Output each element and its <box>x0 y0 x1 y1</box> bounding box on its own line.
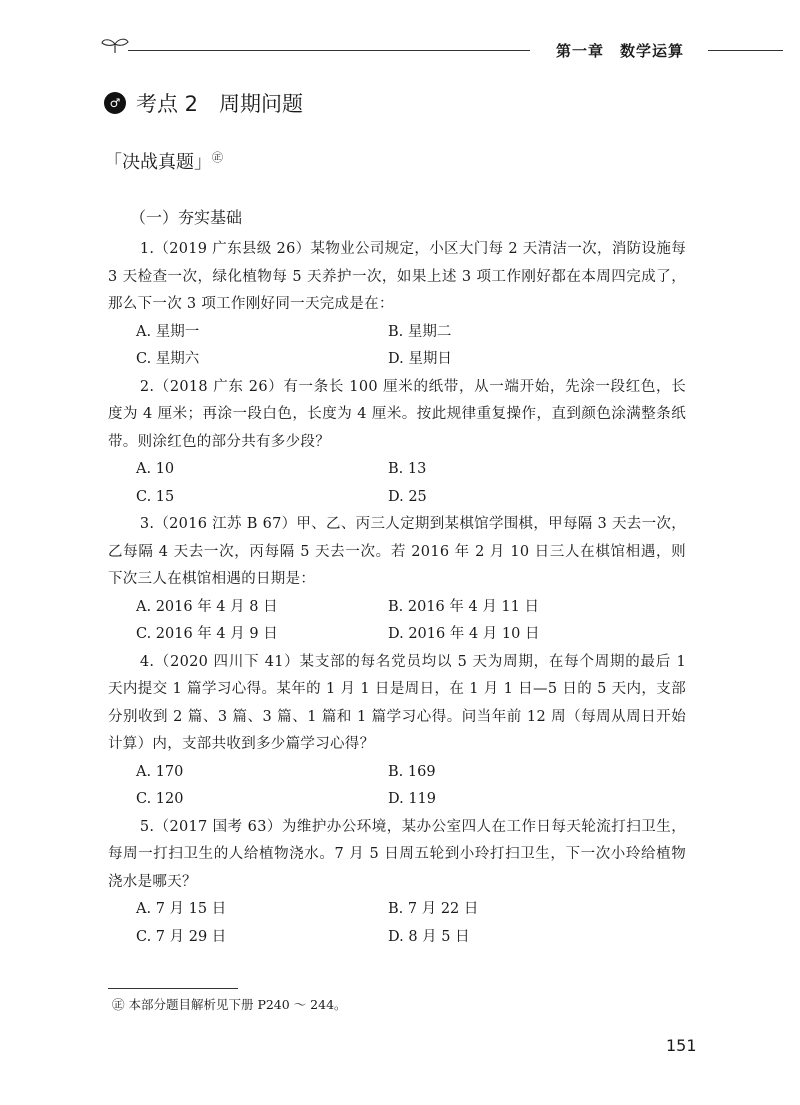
subsection-heading: （一）夯实基础 <box>130 208 243 227</box>
option-d: D. 119 <box>388 791 437 807</box>
kaodian-mark-icon: ♂ <box>104 92 126 114</box>
section-title: 「决战真题」 <box>104 152 212 173</box>
option-b: B. 169 <box>388 763 436 780</box>
question-4 <box>108 649 686 814</box>
question-text: 3.（2016 江苏 B 67）甲、乙、丙三人定期到某棋馆学围棋，甲每隔 3 天去一次，乙每隔 4 天去一次，丙每隔 5 天去一次。若 2016 年 2 月 10 日三人在棋馆相遇，则下次三人在棋馆相遇的日期是： <box>108 516 686 587</box>
page-number: 151 <box>666 1036 697 1055</box>
option-d: D. 25 <box>388 488 427 505</box>
question-5 <box>108 814 686 952</box>
option-d: D. 8 月 5 日 <box>388 928 470 945</box>
option-c: C. 星期六 <box>136 351 200 367</box>
options <box>108 319 686 374</box>
options <box>108 759 686 814</box>
options <box>108 456 686 511</box>
kaodian-title: 考点 2 周期问题 <box>136 92 304 116</box>
option-a: A. 7 月 15 日 <box>136 901 227 917</box>
section-heading <box>104 148 223 174</box>
option-c: C. 120 <box>136 791 184 807</box>
footnote-rule <box>108 988 238 989</box>
option-c: C. 15 <box>136 488 175 505</box>
option-b: B. 7 月 22 日 <box>388 901 479 917</box>
footnote: ㊣ 本部分题目解析见下册 P240 ～ 244。 <box>112 997 347 1012</box>
question-text: 2.（2018 广东 26）有一条长 100 厘米的纸带，从一端开始，先涂一段红色，长度为 4 厘米；再涂一段白色，长度为 4 厘米。按此规律重复操作，直到颜色涂满整条纸带。则涂红色的部分共有多少段？ <box>108 378 686 450</box>
option-b: B. 2016 年 4 月 11 日 <box>388 598 539 615</box>
header-rule-left <box>128 50 530 51</box>
question-1 <box>108 236 686 374</box>
option-a: A. 10 <box>136 461 175 477</box>
option-a: A. 星期一 <box>136 323 200 340</box>
question-text: 1.（2019 广东县级 26）某物业公司规定，小区大门每 2 天清洁一次，消防设施每 3 天检查一次，绿化植物每 5 天养护一次，如果上述 3 项工作刚好都在本周四完成了，那么下一次 3 项工作刚好同一天完成是在： <box>108 241 686 312</box>
option-b: B. 星期二 <box>388 323 452 340</box>
sprout-icon <box>100 36 130 54</box>
option-c: C. 7 月 29 日 <box>136 928 227 945</box>
kaodian-heading <box>104 88 303 118</box>
header-rule-right <box>708 50 783 51</box>
options <box>108 896 686 951</box>
option-a: A. 170 <box>136 763 184 780</box>
question-list <box>108 236 686 951</box>
options <box>108 594 686 649</box>
section-sup-mark: ㊣ <box>212 151 223 164</box>
question-text: 4.（2020 四川下 41）某支部的每名党员均以 5 天为周期，在每个周期的最后 1 天内提交 1 篇学习心得。某年的 1 月 1 日是周日，在 1 月 1 日—5 日的 5 天内，支部分别收到 2 篇、3 篇、3 篇、1 篇和 1 篇学习心得。问当年前 12 周（每周从周日开始计算）内，支部共收到多少篇学习心得？ <box>108 653 686 752</box>
question-text: 5.（2017 国考 63）为维护办公环境，某办公室四人在工作日每天轮流打扫卫生，每周一打扫卫生的人给植物浇水。7 月 5 日周五轮到小玲打扫卫生，下一次小玲给植物浇水是哪天？ <box>108 818 686 890</box>
option-d: D. 星期日 <box>388 351 452 367</box>
question-2 <box>108 374 686 512</box>
option-c: C. 2016 年 4 月 9 日 <box>136 626 278 642</box>
option-d: D. 2016 年 4 月 10 日 <box>388 626 540 642</box>
option-b: B. 13 <box>388 461 427 477</box>
option-a: A. 2016 年 4 月 8 日 <box>136 598 278 615</box>
question-3 <box>108 511 686 649</box>
chapter-title: 第一章 数学运算 <box>555 42 684 60</box>
